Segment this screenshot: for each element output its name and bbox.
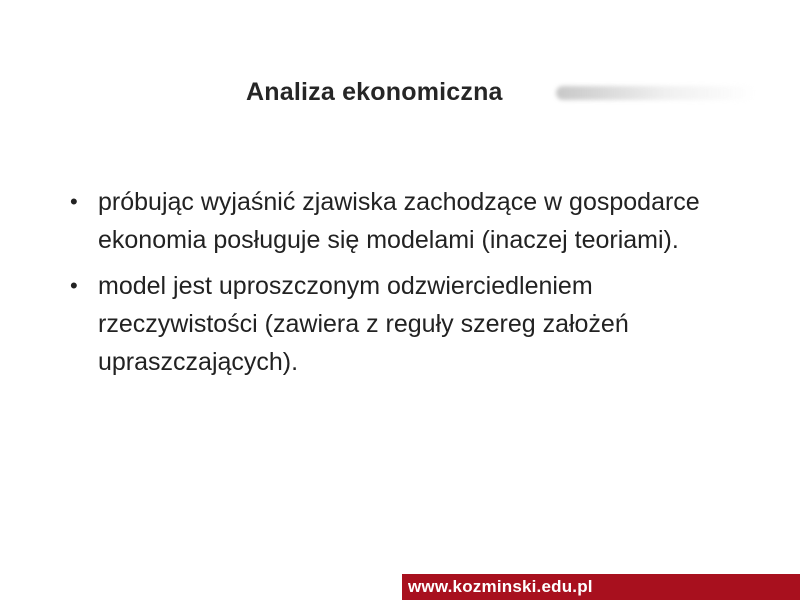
bullet-list: [70, 183, 730, 389]
footer-url: www.kozminski.edu.pl: [408, 577, 593, 596]
bullet-icon: •: [70, 273, 78, 298]
bullet-item: [70, 267, 730, 381]
bullet-text: model jest uproszczonym odzwierciedleniem rzeczywistości (zawiera z reguły szereg założeń upraszczających).: [98, 272, 629, 376]
bullet-text: próbując wyjaśnić zjawiska zachodzące w gospodarce ekonomia posługuje się modelami (inaczej teoriami).: [98, 188, 700, 254]
slide-title: Analiza ekonomiczna: [246, 78, 503, 106]
title-decoration-bar: [556, 86, 756, 100]
footer-bar: [402, 574, 800, 600]
bullet-icon: •: [70, 189, 78, 214]
bullet-item: [70, 183, 730, 259]
